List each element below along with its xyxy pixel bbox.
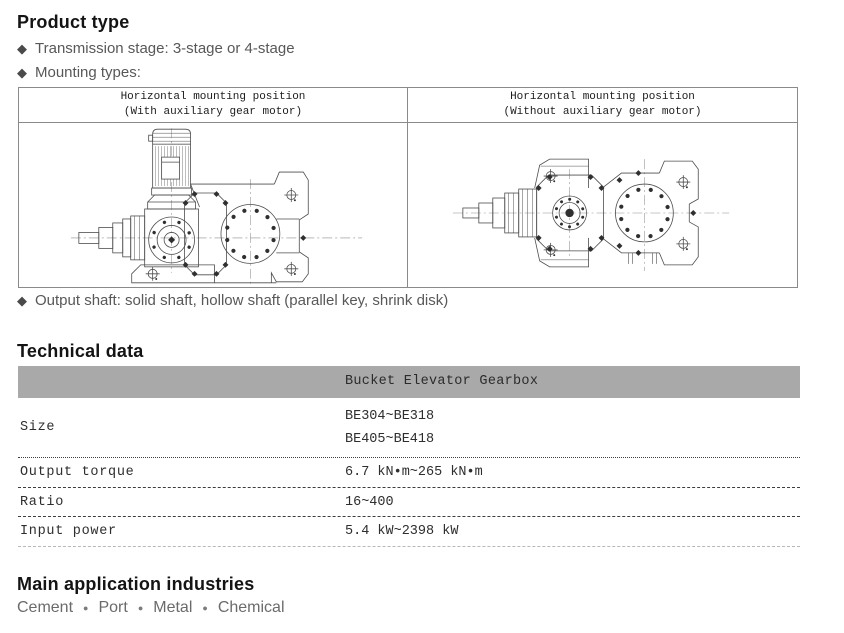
industry-item: Cement bbox=[17, 599, 74, 616]
diamond-bullet-icon: ◆ bbox=[17, 65, 27, 80]
gearbox-with-motor-drawing bbox=[19, 123, 407, 287]
mounting-positions-table bbox=[18, 87, 798, 288]
output-shaft-bullet bbox=[17, 292, 448, 309]
output-shaft-text: Output shaft: solid shaft, hollow shaft (parallel key, shrink disk) bbox=[35, 292, 449, 309]
product-type-title: Product type bbox=[17, 12, 130, 32]
drawing-cell-with-motor bbox=[19, 123, 408, 287]
mounting-table-drawing-row bbox=[19, 123, 797, 287]
industry-item: Port bbox=[98, 599, 128, 616]
technical-data-table bbox=[18, 366, 800, 547]
main-application-industries-title: Main application industries bbox=[17, 574, 255, 594]
row-values: 6.7 kN•m~265 kN•m bbox=[345, 465, 483, 480]
row-values: 5.4 kW~2398 kW bbox=[345, 524, 459, 539]
technical-data-title: Technical data bbox=[17, 341, 144, 361]
industry-item: Metal bbox=[153, 599, 193, 616]
diamond-bullet-icon: ◆ bbox=[17, 41, 27, 56]
row-label: Ratio bbox=[20, 494, 65, 510]
table-row-input-power bbox=[18, 517, 800, 546]
row-label: Output torque bbox=[20, 465, 135, 480]
mounting-types-bullet bbox=[17, 64, 141, 81]
dot-separator-icon: ● bbox=[137, 602, 144, 613]
gearbox-without-motor-drawing bbox=[408, 123, 796, 287]
mounting-header-with-motor: Horizontal mounting position (With auxiliary gear motor) bbox=[19, 88, 408, 122]
dot-separator-icon: ● bbox=[83, 602, 89, 613]
mounting-header-without-motor: Horizontal mounting position (Without auxiliary gear motor) bbox=[503, 91, 702, 118]
industries-list bbox=[17, 599, 285, 617]
row-separator bbox=[18, 546, 800, 547]
drawing-cell-without-motor bbox=[408, 123, 797, 287]
table-row-ratio bbox=[18, 488, 800, 516]
tech-table-column-header: Bucket Elevator Gearbox bbox=[18, 366, 800, 398]
transmission-stage-bullet bbox=[17, 40, 295, 57]
row-label: Input power bbox=[20, 524, 117, 539]
mounting-types-text: Mounting types: bbox=[35, 64, 141, 81]
transmission-stage-text: Transmission stage: 3-stage or 4-stage bbox=[35, 40, 295, 57]
diamond-bullet-icon: ◆ bbox=[17, 293, 27, 308]
table-row-output-torque bbox=[18, 458, 800, 487]
dot-separator-icon: ● bbox=[202, 602, 208, 613]
table-row-size bbox=[18, 398, 800, 457]
row-values: BE304~BE318 BE405~BE418 bbox=[345, 408, 435, 447]
row-values: 16~400 bbox=[345, 494, 394, 510]
row-label: Size bbox=[20, 420, 56, 435]
industry-item: Chemical bbox=[217, 599, 285, 616]
mounting-table-header-row bbox=[19, 88, 797, 123]
